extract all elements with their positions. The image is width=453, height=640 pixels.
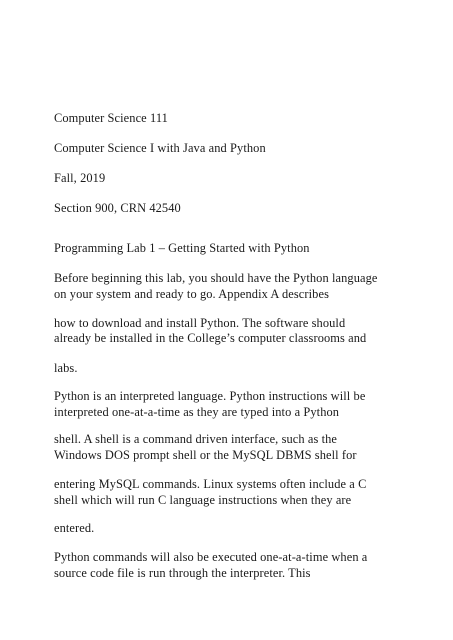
paragraph-line: Windows DOS prompt shell or the MySQL DBMS shell for — [54, 448, 357, 462]
paragraph-line: shell which will run C language instructions when they are — [54, 493, 352, 507]
section-info: Section 900, CRN 42540 — [54, 201, 181, 215]
lab-title: Programming Lab 1 – Getting Started with Python — [54, 241, 310, 255]
paragraph-line: interpreted one-at-a-time as they are typed into a Python — [54, 405, 340, 419]
paragraph-line: source code file is run through the interpreter. This — [54, 566, 311, 580]
paragraph-line: Before beginning this lab, you should have the Python language — [54, 271, 378, 285]
paragraph-line: Python commands will also be executed one-at-a-time when a — [54, 550, 368, 564]
course-number: Computer Science 111 — [54, 111, 168, 125]
paragraph-line: how to download and install Python. The software should — [54, 316, 346, 330]
paragraph-line: shell. A shell is a command driven interface, such as the — [54, 432, 338, 446]
paragraph-line: on your system and ready to go. Appendix A describes — [54, 287, 329, 301]
paragraph-line: entered. — [54, 521, 95, 535]
paragraph-line: already be installed in the College’s computer classrooms and — [54, 331, 367, 345]
paragraph-line: entering MySQL commands. Linux systems often include a C — [54, 477, 367, 491]
paragraph-line: labs. — [54, 361, 78, 375]
paragraph-line: Python is an interpreted language. Python instructions will be — [54, 389, 366, 403]
term: Fall, 2019 — [54, 171, 106, 185]
course-title: Computer Science I with Java and Python — [54, 141, 266, 155]
